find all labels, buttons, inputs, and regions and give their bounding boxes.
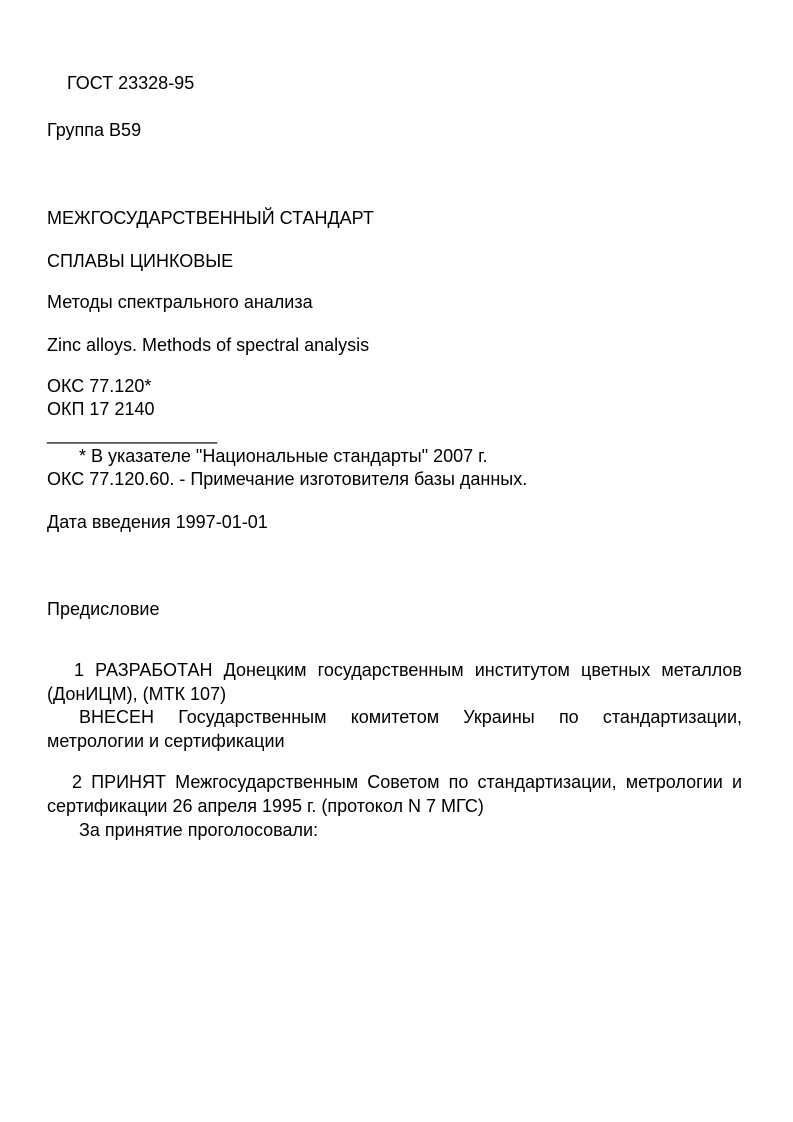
preface-item-1-developed: 1 РАЗРАБОТАН Донецким государственным институтом цветных металлов (ДонИЦМ), (МТК 107) [47, 660, 742, 704]
document-title: СПЛАВЫ ЦИНКОВЫЕ [47, 251, 234, 271]
preface-heading: Предисловие [47, 599, 160, 619]
footnote-line-2: ОКС 77.120.60. - Примечание изготовителя базы данных. [47, 469, 528, 489]
oks-code: ОКС 77.120* [47, 376, 152, 396]
intro-date: Дата введения 1997-01-01 [47, 512, 268, 532]
preface-item-2-adopted: 2 ПРИНЯТ Межгосударственным Советом по стандартизации, метрологии и сертификации 26 апреля 1995 г. (протокол N 7 МГС) [47, 772, 742, 816]
standard-type: МЕЖГОСУДАРСТВЕННЫЙ СТАНДАРТ [47, 208, 374, 228]
english-title: Zinc alloys. Methods of spectral analysis [47, 335, 370, 355]
gost-number: ГОСТ 23328-95 [67, 73, 195, 93]
okp-code: ОКП 17 2140 [47, 399, 155, 419]
group-code: Группа В59 [47, 120, 142, 140]
footnote-line-1: * В указателе "Национальные стандарты" 2007 г. [79, 446, 488, 466]
document-subtitle: Методы спектрального анализа [47, 292, 313, 312]
preface-item-2-voted: За принятие проголосовали: [79, 820, 319, 840]
footnote-rule: _________________ [47, 424, 218, 444]
preface-item-1-introduced: ВНЕСЕН Государственным комитетом Украины по стандартизации, метрологии и сертификации [47, 707, 742, 751]
